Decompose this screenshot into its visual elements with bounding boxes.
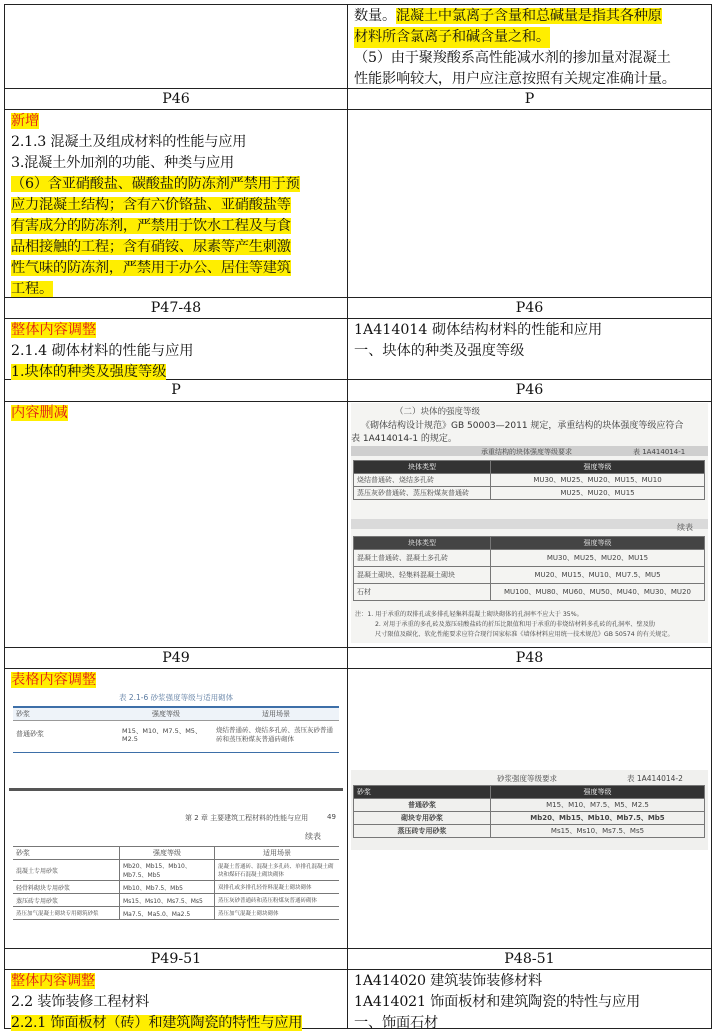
text-line: 数量。混凝土中氯离子含量和总碱量是指其各种原 xyxy=(354,8,662,24)
section-heading: 2.1.4 砌体材料的性能与应用 xyxy=(11,343,194,359)
th: 块体类型 xyxy=(354,461,491,474)
section-heading: 3.混凝土外加剂的功能、种类与应用 xyxy=(11,155,234,171)
td: Mb20、Mb15、Mb10、Mb7.5、Mb5 xyxy=(491,812,705,825)
scan-note: 注：1. 用于承重的双排孔或多排孔轻集料混凝土砌块砌体的孔洞率不应大于 35%。 xyxy=(355,611,583,618)
change-tag: 整体内容调整 xyxy=(11,322,97,338)
text-line: （5）由于聚羧酸系高性能减水剂的掺加量对混凝土 xyxy=(354,50,671,66)
section-heading: 2.2 装饰装修工程材料 xyxy=(11,994,150,1010)
scan-note: 尺寸限值及碳化、软化性能要求应符合现行国家标准《墙体材料应用统一技术规范》GB 50574 的有关规定。 xyxy=(375,631,674,638)
comparison-table xyxy=(4,4,712,1029)
td: 普通砂浆 xyxy=(16,730,44,738)
row2-left-text xyxy=(5,319,347,384)
td: 石材 xyxy=(354,584,491,601)
th: 强度等级 xyxy=(491,537,705,550)
scan-mortar-new-table-1 xyxy=(13,706,339,747)
highlighted-text: 性气味的防冻剂，严禁用于办公、居住等建筑 xyxy=(11,260,291,276)
td: 蒸压加气混凝土砌块砌体 xyxy=(215,907,340,920)
th: 适用场景 xyxy=(213,707,339,721)
change-tag: 新增 xyxy=(11,113,39,129)
left-page-label: P xyxy=(171,382,181,398)
td: 烧结普通砖、烧结多孔砖、蒸压灰砂普通砖和蒸压粉煤灰普通砖砌体 xyxy=(216,726,333,743)
th: 适用场景 xyxy=(215,847,340,860)
td: MU25、MU20、MU15 xyxy=(491,487,705,500)
th: 强度等级 xyxy=(119,707,213,721)
right-page-label: P48-51 xyxy=(504,951,555,967)
right-page-label: P46 xyxy=(515,382,544,398)
scan-table-number: 表 1A414014-1 xyxy=(633,448,686,456)
highlighted-text: （6）含亚硝酸盐、碳酸盐的防冻剂严禁用于预 xyxy=(11,176,300,192)
highlighted-text: 有害成分的防冻剂，严禁用于饮水工程及与食 xyxy=(11,218,291,234)
scan-table-title: 表 2.1-6 砂浆强度等级与适用砌体 xyxy=(119,693,234,702)
scan-mortar-new-table-2 xyxy=(13,846,339,920)
left-page-label: P49-51 xyxy=(150,951,202,967)
right-page-label: P46 xyxy=(515,300,544,316)
scan-paragraph: 《砌体结构设计规范》GB 50003—2011 规定，承重结构的块体强度等级应符合 xyxy=(361,421,684,431)
td: Mb10、Mb7.5、Mb5 xyxy=(120,881,215,894)
scan-table-title: 承重结构的块体强度等级要求 xyxy=(481,448,572,456)
scan-band xyxy=(351,519,708,529)
td: 混凝土普通砖、混凝土多孔砖 xyxy=(354,550,491,567)
row0-right-text xyxy=(348,5,711,91)
section-heading: 1A414021 饰面板材和建筑陶瓷的特性与应用 xyxy=(354,994,640,1010)
th: 砂浆 xyxy=(13,847,120,860)
td: MU30、MU25、MU20、MU15 xyxy=(491,550,705,567)
section-heading: 2.1.3 混凝土及组成材料的性能与应用 xyxy=(11,134,247,150)
scan-heading: （二）块体的强度等级 xyxy=(395,407,481,417)
row1-left-text xyxy=(5,110,347,301)
td: MU100、MU80、MU60、MU50、MU40、MU30、MU20 xyxy=(491,584,705,601)
highlighted-text: 材料所含氯离子和碱含量之和。 xyxy=(354,27,550,48)
left-page-label: P49 xyxy=(162,650,190,666)
td: M15、M10、M7.5、M5、M2.5 xyxy=(122,726,202,743)
scan-cont: 续表 xyxy=(677,523,693,532)
left-page-label: P46 xyxy=(162,91,190,107)
td: 蒸压灰砂普通砖和蒸压粉煤灰普通砖砌体 xyxy=(215,894,340,907)
scanned-mortar-table-new-image xyxy=(9,690,343,945)
td: 混凝土普通砖、混凝土多孔砖、单排孔混凝土砌块和煤矸石混凝土砌块砌体 xyxy=(215,860,340,881)
td: 混凝土砌块、轻集料混凝土砌块 xyxy=(354,567,491,584)
td: 轻骨料砌块专用砂浆 xyxy=(13,881,120,894)
highlighted-text: 应力混凝土结构；含有六价铬盐、亚硝酸盐等 xyxy=(11,197,291,213)
scan-page-header: 第 2 章 主要建筑工程材料的性能与应用 xyxy=(185,814,309,822)
scan-paragraph: 表 1A414014-1 的规定。 xyxy=(351,434,457,444)
td: Mb20、Mb15、Mb10、Mb7.5、Mb5 xyxy=(120,860,215,881)
th: 强度等级 xyxy=(491,461,705,474)
row4-left-text xyxy=(5,669,347,692)
td: 普通砂浆 xyxy=(354,799,491,812)
row5-right-text xyxy=(348,970,711,1035)
td: Ms15、Ms10、Ms7.5、Ms5 xyxy=(120,894,215,907)
row2-right-text xyxy=(348,319,711,363)
row3-left-text xyxy=(5,402,347,425)
scanned-masonry-table-image xyxy=(351,403,708,643)
th: 砂浆 xyxy=(13,707,119,721)
td: Ms15、Ms10、Ms7.5、Ms5 xyxy=(491,825,705,838)
scanned-mortar-table-old-image xyxy=(351,770,708,850)
td: M15、M10、M7.5、M5、M2.5 xyxy=(491,799,705,812)
td: Ma7.5、Ma5.0、Ma2.5 xyxy=(120,907,215,920)
section-heading: 一、饰面石材 xyxy=(354,1015,438,1031)
th: 强度等级 xyxy=(491,786,705,799)
scan-masonry-table-2 xyxy=(353,536,705,601)
scan-mortar-old-table xyxy=(353,785,705,838)
td: 烧结普通砖、烧结多孔砖 xyxy=(354,474,491,487)
page-break-bar xyxy=(9,788,343,791)
scan-page-number: 49 xyxy=(327,813,336,821)
td: 混凝土专用砂浆 xyxy=(13,860,120,881)
column-divider xyxy=(347,5,348,1028)
highlighted-text: 混凝土中氯离子含量和总碱量是指其各种原 xyxy=(395,8,662,24)
scan-table-number: 表 1A414014-2 xyxy=(627,774,683,783)
left-page-label: P47-48 xyxy=(150,300,202,316)
td: 双排孔或多排孔轻骨料混凝土砌块砌体 xyxy=(215,881,340,894)
td: 蒸压砖专用砂浆 xyxy=(13,894,120,907)
change-tag: 内容删减 xyxy=(11,405,68,421)
right-page-label: P48 xyxy=(515,650,544,666)
section-heading: 1A414020 建筑装饰装修材料 xyxy=(354,973,543,989)
scan-table-title: 砂浆强度等级要求 xyxy=(497,774,557,783)
highlighted-text: 1.块体的种类及强度等级 xyxy=(11,364,167,380)
highlighted-text: 品相接触的工程；含有硝铵、尿素等产生刺激 xyxy=(11,239,291,255)
right-page-label: P xyxy=(524,91,535,107)
scan-masonry-table-1 xyxy=(353,460,705,500)
scan-note: 2. 对用于承重的多孔砖及蒸压硅酸盐砖的折压比限值和用于承重的非烧结材料多孔砖的孔洞率、壁及肋 xyxy=(375,621,656,628)
th: 块体类型 xyxy=(354,537,491,550)
row5-left-text xyxy=(5,970,347,1035)
td: MU30、MU25、MU20、MU15、MU10 xyxy=(491,474,705,487)
section-heading: 一、块体的种类及强度等级 xyxy=(354,343,525,359)
change-tag: 整体内容调整 xyxy=(11,973,95,989)
highlighted-text: 2.2.1 饰面板材（砖）和建筑陶瓷的特性与应用 xyxy=(11,1015,303,1031)
highlighted-text: 工程。 xyxy=(11,281,53,297)
td: 砌块专用砂浆 xyxy=(354,812,491,825)
text-line: 性能影响较大，用户应注意按照有关规定准确计量。 xyxy=(354,71,676,87)
th: 强度等级 xyxy=(120,847,215,860)
td: 蒸压砖专用砂浆 xyxy=(354,825,491,838)
scan-rule xyxy=(13,752,339,753)
change-tag: 表格内容调整 xyxy=(11,672,97,688)
scan-cont: 续表 xyxy=(305,832,321,841)
section-heading: 1A414014 砌体结构材料的性能和应用 xyxy=(354,322,603,338)
td: 蒸压灰砂普通砖、蒸压粉煤灰普通砖 xyxy=(354,487,491,500)
th: 砂浆 xyxy=(354,786,491,799)
td: MU20、MU15、MU10、MU7.5、MU5 xyxy=(491,567,705,584)
td: 蒸压加气混凝土砌块专用砌筑砂浆 xyxy=(13,907,120,920)
